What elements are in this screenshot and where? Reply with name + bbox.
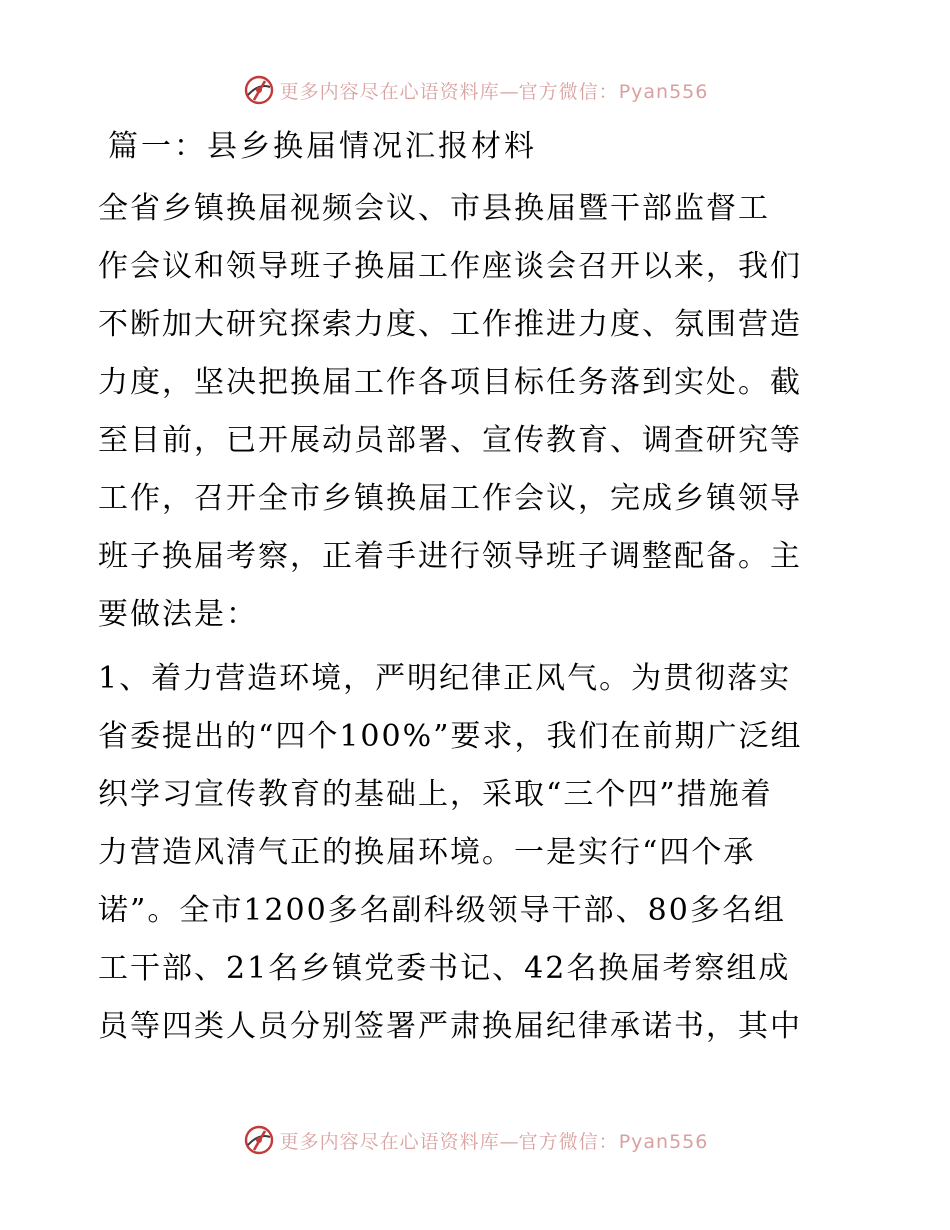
- paragraph-line: 工作，召开全市乡镇换届工作会议，完成乡镇领导: [98, 481, 802, 516]
- paragraph-line: 力营造风清气正的换届环境。一是实行“四个承: [98, 835, 756, 870]
- footer-wechat-id: Pyan556: [618, 1130, 709, 1153]
- paragraph-line: 全省乡镇换届视频会议、市县换届暨干部监督工: [98, 191, 770, 226]
- paragraph-line: 1、着力营造环境，严明纪律正风气。为贯彻落实: [98, 661, 792, 696]
- paragraph-intro: [98, 180, 858, 644]
- paragraph-line: 省委提出的“四个100%”要求，我们在前期广泛组: [98, 719, 803, 754]
- footer-site-text: 更多内容尽在心语资料库: [279, 1130, 500, 1153]
- brand-logo-icon: [242, 73, 276, 107]
- paragraph-line: 员等四类人员分别签署严肃换届纪律承诺书，其中: [98, 1009, 802, 1044]
- document-body: [98, 122, 858, 1062]
- paragraph-line: 力度，坚决把换届工作各项目标任务落到实处。截: [98, 365, 802, 400]
- header-banner-text: [280, 77, 709, 104]
- paragraph-line: 至目前，已开展动员部署、宣传教育、调查研究等: [98, 423, 802, 458]
- paragraph-line: 不断加大研究探索力度、工作推进力度、氛围营造: [98, 307, 802, 342]
- paragraph-line: 诺”。全市1200多名副科级领导干部、80多名组: [98, 893, 786, 928]
- paragraph-section-1: [98, 650, 858, 1056]
- footer-official-text: 官方微信：: [518, 1130, 619, 1153]
- paragraph-line: 要做法是：: [98, 597, 258, 632]
- paragraph-line: 工干部、21名乡镇党委书记、42名换届考察组成: [98, 951, 791, 986]
- brand-logo-icon: [242, 1123, 276, 1157]
- paragraph-line: 织学习宣传教育的基础上，采取“三个四”措施着: [98, 777, 773, 812]
- footer-banner-text: [280, 1127, 709, 1154]
- footer-banner: [0, 1120, 950, 1160]
- document-title: 篇一：县乡换届情况汇报材料: [108, 129, 537, 164]
- footer-separator: —: [499, 1130, 519, 1153]
- paragraph-line: 班子换届考察，正着手进行领导班子调整配备。主: [98, 539, 802, 574]
- header-wechat-id: Pyan556: [618, 80, 709, 103]
- paragraph-line: 作会议和领导班子换届工作座谈会召开以来，我们: [98, 249, 802, 284]
- header-site-text: 更多内容尽在心语资料库: [279, 80, 500, 103]
- header-official-text: 官方微信：: [518, 80, 619, 103]
- header-banner: [0, 70, 950, 110]
- header-separator: —: [499, 80, 519, 103]
